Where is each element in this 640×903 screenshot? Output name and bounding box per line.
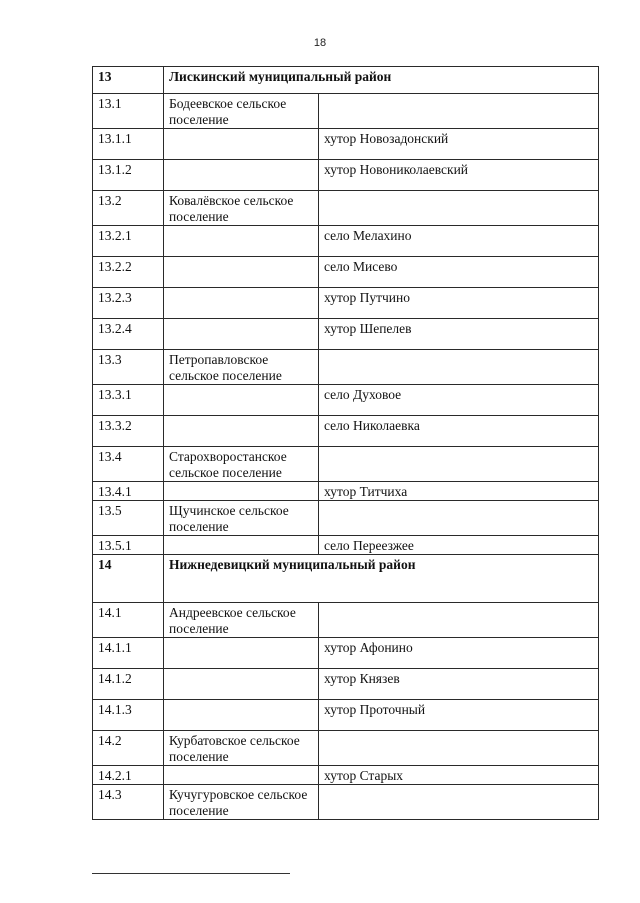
locality-row <box>93 700 599 731</box>
table-body <box>93 67 599 820</box>
settlement-name-cell <box>164 226 319 257</box>
footnote-divider <box>92 873 290 874</box>
settlement-name-cell <box>164 129 319 160</box>
settlement-row <box>93 447 599 482</box>
locality-name-cell <box>319 350 599 385</box>
locality-name-cell: хутор Проточный <box>319 700 599 731</box>
settlement-name-cell <box>164 160 319 191</box>
locality-name-cell: хутор Титчиха <box>319 482 599 501</box>
settlement-name-cell: Лискинский муниципальный район <box>164 67 599 94</box>
settlement-name-cell: Ковалёвское сельское поселение <box>164 191 319 226</box>
locality-name-cell <box>319 447 599 482</box>
settlement-name-cell: Нижнедевицкий муниципальный район <box>164 555 599 603</box>
locality-row <box>93 160 599 191</box>
locality-name-cell: село Мелахино <box>319 226 599 257</box>
settlement-row <box>93 603 599 638</box>
locality-name-cell: хутор Путчино <box>319 288 599 319</box>
settlement-name-cell <box>164 416 319 447</box>
row-number-cell: 13.1.1 <box>93 129 164 160</box>
settlement-name-cell <box>164 385 319 416</box>
locality-name-cell: хутор Новониколаевский <box>319 160 599 191</box>
locality-name-cell <box>319 731 599 766</box>
row-number-cell: 13.3.1 <box>93 385 164 416</box>
row-number-cell: 13.2.2 <box>93 257 164 288</box>
settlement-row <box>93 94 599 129</box>
locality-row <box>93 416 599 447</box>
row-number-cell: 14 <box>93 555 164 603</box>
row-number-cell: 14.2 <box>93 731 164 766</box>
settlement-name-cell: Бодеевское сельское поселение <box>164 94 319 129</box>
locality-row <box>93 288 599 319</box>
locality-name-cell <box>319 501 599 536</box>
row-number-cell: 13.2 <box>93 191 164 226</box>
settlement-name-cell: Старохворостанское сельское поселение <box>164 447 319 482</box>
settlement-name-cell <box>164 700 319 731</box>
row-number-cell: 13.3.2 <box>93 416 164 447</box>
settlement-name-cell: Андреевское сельское поселение <box>164 603 319 638</box>
row-number-cell: 13.5.1 <box>93 536 164 555</box>
row-number-cell: 13.4 <box>93 447 164 482</box>
row-number-cell: 13.2.4 <box>93 319 164 350</box>
locality-name-cell: хутор Новозадонский <box>319 129 599 160</box>
locality-name-cell <box>319 603 599 638</box>
row-number-cell: 13.1.2 <box>93 160 164 191</box>
locality-row <box>93 638 599 669</box>
row-number-cell: 13.2.3 <box>93 288 164 319</box>
settlement-name-cell <box>164 638 319 669</box>
row-number-cell: 13.3 <box>93 350 164 385</box>
row-number-cell: 14.3 <box>93 785 164 820</box>
settlement-name-cell: Петропавловское сельское поселение <box>164 350 319 385</box>
locality-name-cell: хутор Князев <box>319 669 599 700</box>
settlement-row <box>93 501 599 536</box>
settlement-row <box>93 350 599 385</box>
settlement-name-cell <box>164 319 319 350</box>
locality-name-cell <box>319 191 599 226</box>
district-row <box>93 555 599 603</box>
settlement-name-cell <box>164 257 319 288</box>
locality-row <box>93 482 599 501</box>
locality-row <box>93 226 599 257</box>
settlement-name-cell <box>164 288 319 319</box>
locality-row <box>93 385 599 416</box>
locality-name-cell: хутор Шепелев <box>319 319 599 350</box>
settlement-name-cell: Курбатовское сельское поселение <box>164 731 319 766</box>
row-number-cell: 13.4.1 <box>93 482 164 501</box>
settlement-name-cell <box>164 482 319 501</box>
settlement-name-cell <box>164 669 319 700</box>
locality-name-cell: хутор Старых <box>319 766 599 785</box>
locality-row <box>93 669 599 700</box>
locality-row <box>93 257 599 288</box>
settlement-row <box>93 785 599 820</box>
locality-name-cell: село Николаевка <box>319 416 599 447</box>
locality-name-cell <box>319 94 599 129</box>
settlement-name-cell: Кучугуровское сельское поселение <box>164 785 319 820</box>
settlement-name-cell <box>164 766 319 785</box>
settlement-name-cell <box>164 536 319 555</box>
locality-row <box>93 536 599 555</box>
row-number-cell: 14.1 <box>93 603 164 638</box>
settlement-row <box>93 731 599 766</box>
locality-row <box>93 766 599 785</box>
locality-row <box>93 319 599 350</box>
settlements-table <box>92 66 599 820</box>
settlement-name-cell: Щучинское сельское поселение <box>164 501 319 536</box>
row-number-cell: 13.1 <box>93 94 164 129</box>
row-number-cell: 13 <box>93 67 164 94</box>
row-number-cell: 14.1.1 <box>93 638 164 669</box>
locality-name-cell: село Переезжее <box>319 536 599 555</box>
locality-name-cell: село Мисево <box>319 257 599 288</box>
row-number-cell: 14.1.2 <box>93 669 164 700</box>
locality-name-cell <box>319 785 599 820</box>
row-number-cell: 14.1.3 <box>93 700 164 731</box>
settlement-row <box>93 191 599 226</box>
locality-row <box>93 129 599 160</box>
row-number-cell: 13.5 <box>93 501 164 536</box>
row-number-cell: 13.2.1 <box>93 226 164 257</box>
locality-name-cell: хутор Афонино <box>319 638 599 669</box>
row-number-cell: 14.2.1 <box>93 766 164 785</box>
district-row <box>93 67 599 94</box>
page-number: 18 <box>313 37 327 49</box>
locality-name-cell: село Духовое <box>319 385 599 416</box>
